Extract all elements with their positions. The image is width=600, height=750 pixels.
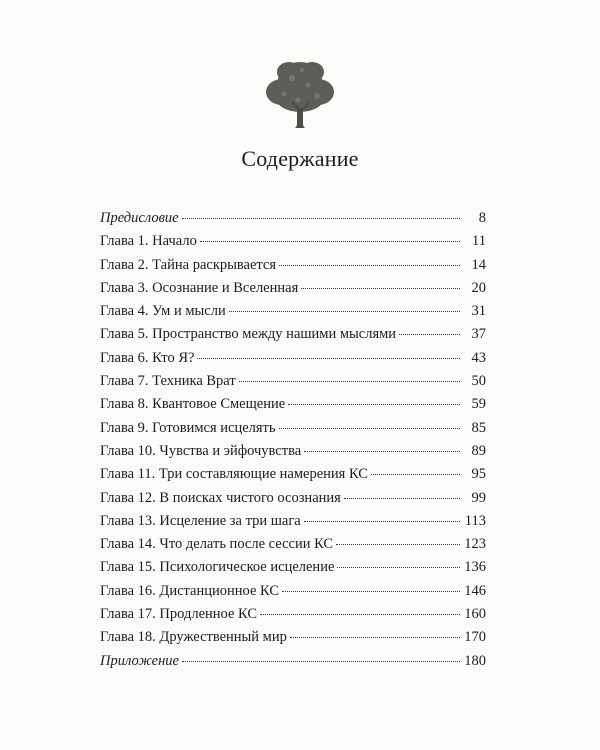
toc-entry-title: Глава 11. Три составляющие намерения КС bbox=[100, 466, 368, 483]
dot-leader bbox=[399, 334, 460, 335]
toc-entry-title: Глава 13. Исцеление за три шага bbox=[100, 512, 301, 529]
toc-entry-title: Глава 12. В поисках чистого осознания bbox=[100, 489, 341, 506]
dot-leader bbox=[337, 567, 460, 568]
dot-leader bbox=[301, 288, 460, 289]
dot-leader bbox=[229, 311, 460, 312]
toc-entry-title: Глава 1. Начало bbox=[100, 233, 197, 250]
dot-leader bbox=[182, 661, 460, 662]
toc-entry bbox=[100, 490, 486, 513]
toc-entry bbox=[100, 350, 486, 373]
toc-entry-title: Глава 18. Дружественный мир bbox=[100, 629, 287, 646]
tree-icon bbox=[262, 52, 338, 132]
toc-entry bbox=[100, 583, 486, 606]
dot-leader bbox=[290, 637, 460, 638]
toc-entry-page-number: 37 bbox=[471, 326, 486, 343]
toc-entry-page-number: 20 bbox=[471, 279, 486, 296]
toc-entry-page-number: 11 bbox=[472, 233, 486, 250]
dot-leader bbox=[279, 428, 460, 429]
toc-entry-page-number: 95 bbox=[471, 466, 486, 483]
dot-leader bbox=[288, 404, 460, 405]
toc-entry bbox=[100, 420, 486, 443]
toc-entry bbox=[100, 303, 486, 326]
dot-leader bbox=[344, 498, 460, 499]
dot-leader bbox=[200, 241, 460, 242]
toc-entry bbox=[100, 210, 486, 233]
toc-entry-title: Глава 2. Тайна раскрывается bbox=[100, 256, 276, 273]
toc-entry-title: Глава 15. Психологическое исцеление bbox=[100, 559, 335, 576]
toc-entry bbox=[100, 373, 486, 396]
toc-entry-title: Глава 8. Квантовое Смещение bbox=[100, 396, 286, 413]
toc-entry-title: Глава 5. Пространство между нашими мыслями bbox=[100, 326, 397, 343]
dot-leader bbox=[260, 614, 460, 615]
dot-leader bbox=[239, 381, 460, 382]
toc-entry bbox=[100, 629, 486, 652]
toc-entry-title: Глава 4. Ум и мысли bbox=[100, 303, 226, 320]
dot-leader bbox=[304, 451, 460, 452]
toc-entry-title: Глава 17. Продленное КС bbox=[100, 606, 258, 623]
toc-entry-page-number: 136 bbox=[464, 559, 486, 576]
toc-entry-title: Приложение bbox=[100, 652, 179, 669]
toc-entry-page-number: 8 bbox=[478, 210, 486, 226]
toc-entry bbox=[100, 653, 486, 676]
toc-entry bbox=[100, 233, 486, 256]
dot-leader bbox=[197, 358, 460, 359]
toc-entry-title: Глава 10. Чувства и эйфочувства bbox=[100, 442, 302, 459]
table-of-contents bbox=[100, 210, 486, 676]
toc-entry-page-number: 31 bbox=[471, 303, 486, 320]
dot-leader bbox=[336, 544, 460, 545]
page-title: Содержание bbox=[241, 146, 359, 171]
toc-entry-page-number: 113 bbox=[464, 512, 486, 529]
toc-entry bbox=[100, 606, 486, 629]
toc-entry-title: Глава 7. Техника Врат bbox=[100, 373, 236, 390]
toc-entry-page-number: 59 bbox=[471, 396, 486, 413]
toc-entry bbox=[100, 443, 486, 466]
toc-entry-title: Глава 9. Готовимся исцелять bbox=[100, 419, 276, 436]
dot-leader bbox=[304, 521, 460, 522]
toc-entry-page-number: 50 bbox=[471, 373, 486, 390]
toc-entry-page-number: 85 bbox=[471, 419, 486, 436]
toc-entry bbox=[100, 513, 486, 536]
toc-entry-title: Глава 6. Кто Я? bbox=[100, 349, 195, 366]
toc-entry-page-number: 99 bbox=[471, 489, 486, 506]
toc-entry-page-number: 43 bbox=[471, 349, 486, 366]
toc-entry bbox=[100, 257, 486, 280]
dot-leader bbox=[282, 591, 460, 592]
dot-leader bbox=[182, 218, 460, 219]
toc-entry-page-number: 14 bbox=[471, 256, 486, 273]
toc-entry-page-number: 123 bbox=[464, 536, 486, 553]
toc-entry bbox=[100, 280, 486, 303]
dot-leader bbox=[371, 474, 460, 475]
toc-entry bbox=[100, 536, 486, 559]
toc-entry-page-number: 160 bbox=[464, 606, 486, 623]
toc-entry-title: Предисловие bbox=[100, 210, 179, 226]
toc-entry-page-number: 89 bbox=[471, 442, 486, 459]
toc-entry-page-number: 180 bbox=[464, 652, 486, 669]
dot-leader bbox=[279, 265, 460, 266]
toc-entry-title: Глава 16. Дистанционное КС bbox=[100, 582, 279, 599]
toc-entry-page-number: 170 bbox=[464, 629, 486, 646]
toc-entry bbox=[100, 466, 486, 489]
toc-entry bbox=[100, 559, 486, 582]
toc-entry-title: Глава 14. Что делать после сессии КС bbox=[100, 536, 334, 553]
toc-entry-page-number: 146 bbox=[464, 582, 486, 599]
toc-entry bbox=[100, 326, 486, 349]
toc-entry bbox=[100, 396, 486, 419]
toc-entry-title: Глава 3. Осознание и Вселенная bbox=[100, 279, 299, 296]
